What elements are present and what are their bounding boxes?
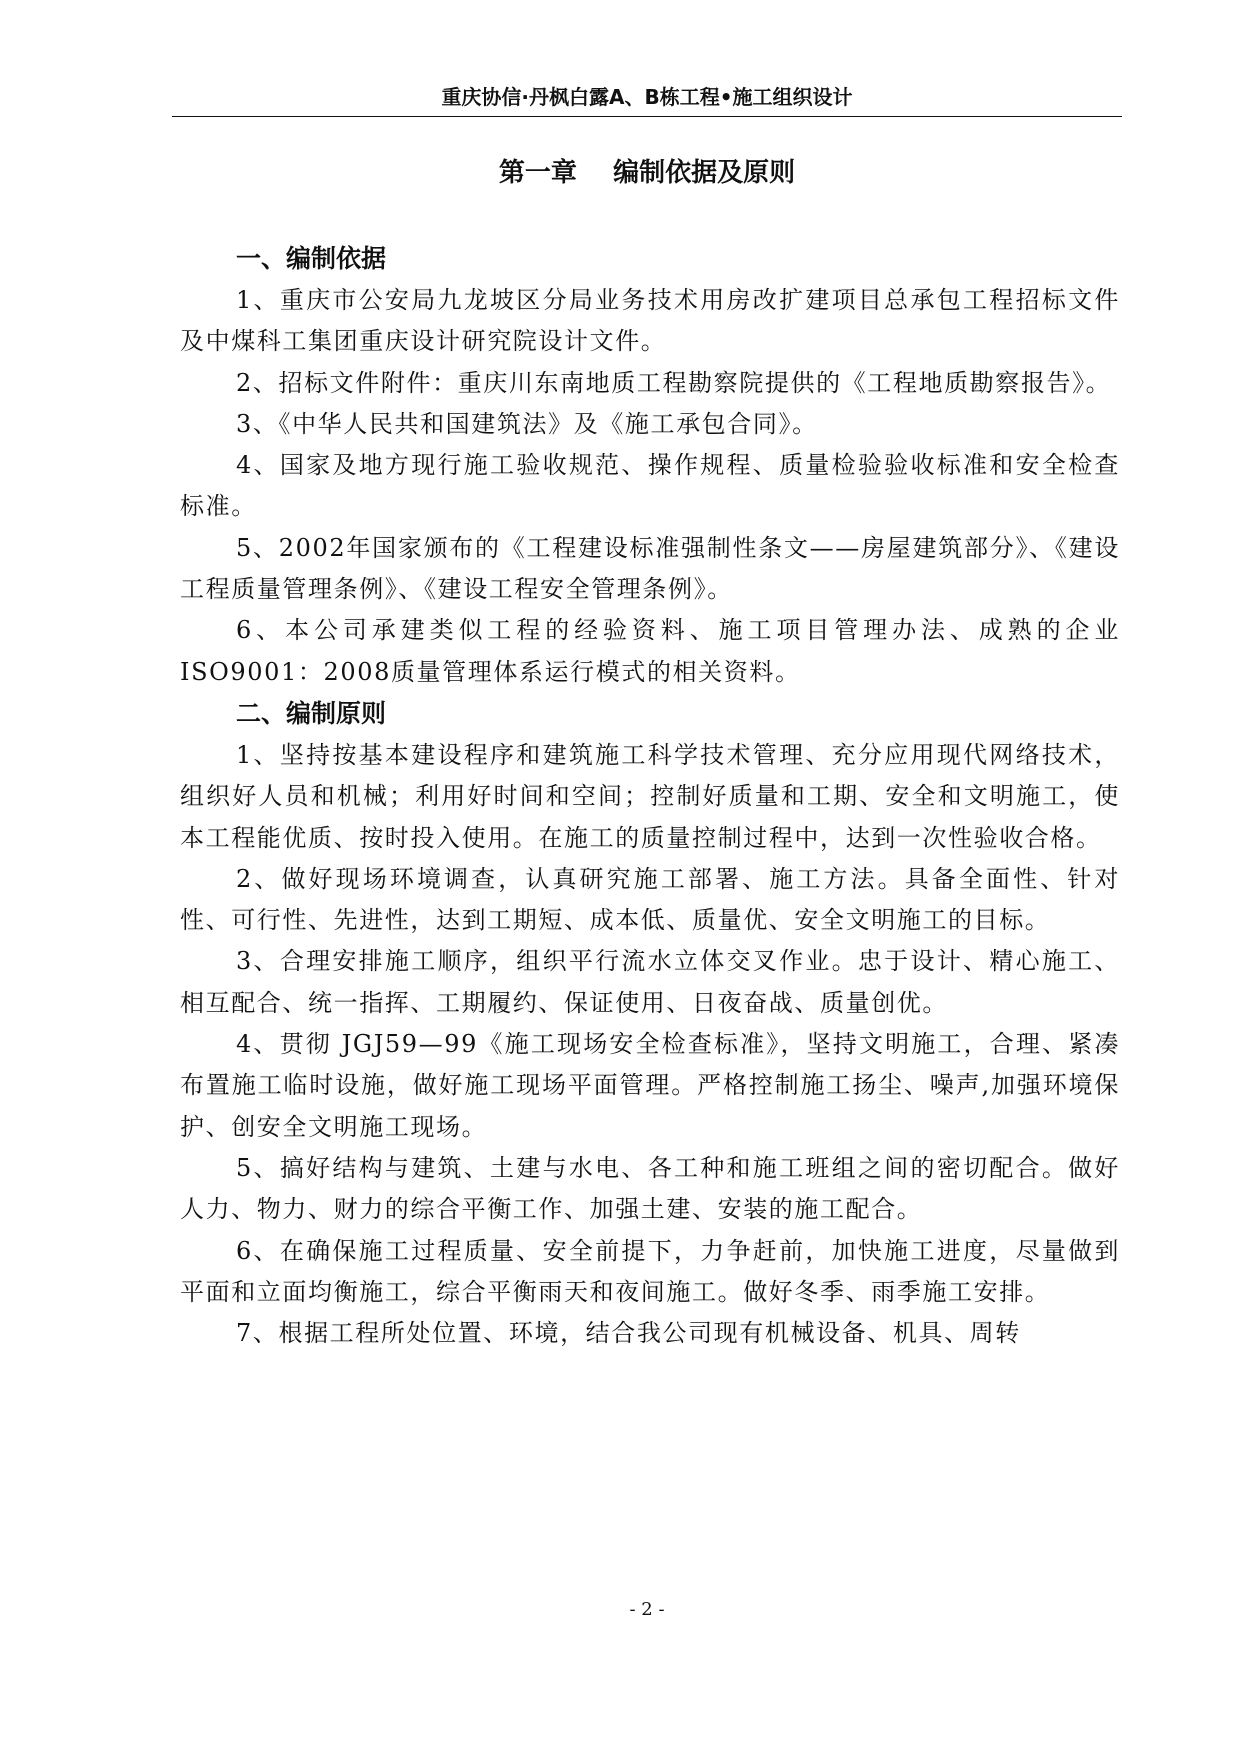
list-item: 5、搞好结构与建筑、土建与水电、各工种和施工班组之间的密切配合。做好人力、物力、财力的综合平衡工作、加强土建、安装的施工配合。 <box>180 1153 1120 1224</box>
header-divider <box>172 116 1122 117</box>
list-item: 6、在确保施工过程质量、安全前提下，力争赶前，加快施工进度，尽量做到平面和立面均衡施工，综合平衡雨天和夜间施工。做好冬季、雨季施工安排。 <box>180 1236 1120 1306</box>
list-item: 1、坚持按基本建设程序和建筑施工科学技术管理、充分应用现代网络技术，组织好人员和机械；利用好时间和空间；控制好质量和工期、安全和文明施工，使本工程能优质、按时投入使用。在施工的质量控制过程中，达到一次性验收合格。 <box>180 740 1120 852</box>
section-heading: 一、编制依据 <box>236 244 387 273</box>
list-item: 4、贯彻 JGJ59—99《施工现场安全检查标准》，坚持文明施工，合理、紧凑布置施工临时设施，做好施工现场平面管理。严格控制施工扬尘、噪声,加强环境保护、创安全文明施工现场。 <box>180 1030 1120 1141</box>
section-basis <box>180 238 1120 693</box>
running-header: 重庆协信·丹枫白露A、B栋工程•施工组织设计 <box>441 85 853 109</box>
list-item: 7、根据工程所处位置、环境，结合我公司现有机械设备、机具、周转 <box>236 1319 1021 1348</box>
chapter-title: 第一章 编制依据及原则 <box>498 158 796 188</box>
section-principles <box>180 693 1120 1354</box>
list-item: 5、2002年国家颁布的《工程建设标准强制性条文——房屋建筑部分》、《建设工程质量管理条例》、《建设工程安全管理条例》。 <box>180 533 1120 604</box>
list-item: 2、做好现场环境调查，认真研究施工部署、施工方法。具备全面性、针对性、可行性、先进性，达到工期短、成本低、质量优、安全文明施工的目标。 <box>180 864 1120 935</box>
list-item: 1、重庆市公安局九龙坡区分局业务技术用房改扩建项目总承包工程招标文件及中煤科工集团重庆设计研究院设计文件。 <box>180 286 1120 356</box>
list-item: 3、合理安排施工顺序，组织平行流水立体交叉作业。忠于设计、精心施工、相互配合、统一指挥、工期履约、保证使用、日夜奋战、质量创优。 <box>180 947 1120 1017</box>
page-number: - 2 - <box>629 1599 665 1620</box>
list-item: 4、国家及地方现行施工验收规范、操作规程、质量检验验收标准和安全检查标准。 <box>180 451 1120 521</box>
document-body <box>180 238 1120 1354</box>
list-item: 3、《中华人民共和国建筑法》及《施工承包合同》。 <box>236 409 818 438</box>
section-heading: 二、编制原则 <box>236 698 387 728</box>
list-item: 2、招标文件附件：重庆川东南地质工程勘察院提供的《工程地质勘察报告》。 <box>236 368 1112 397</box>
list-item: 6、本公司承建类似工程的经验资料、施工项目管理办法、成熟的企业ISO9001：2008质量管理体系运行模式的相关资料。 <box>180 616 1120 686</box>
